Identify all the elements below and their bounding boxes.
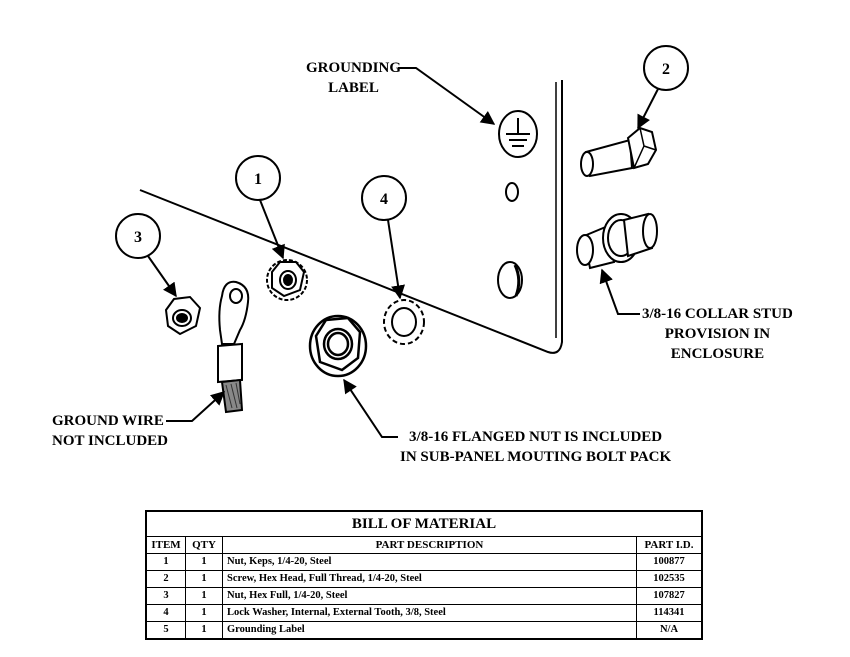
bom-item: 4 bbox=[146, 605, 186, 622]
lock-washer bbox=[384, 300, 424, 344]
bom-qty: 1 bbox=[186, 571, 223, 588]
ground-wire-line-1: GROUND WIRE bbox=[52, 413, 164, 429]
bom-description: Nut, Keps, 1/4-20, Steel bbox=[223, 554, 637, 571]
bom-header-item: ITEM bbox=[146, 537, 186, 554]
grounding-label-line-2: LABEL bbox=[328, 80, 379, 96]
bom-item: 2 bbox=[146, 571, 186, 588]
bom-header-description: PART DESCRIPTION bbox=[223, 537, 637, 554]
callout-2 bbox=[638, 46, 688, 128]
bom-description: Grounding Label bbox=[223, 622, 637, 640]
table-row bbox=[146, 622, 702, 640]
bom-part-id: N/A bbox=[637, 622, 703, 640]
bom-qty: 1 bbox=[186, 554, 223, 571]
keps-nut bbox=[267, 260, 307, 300]
table-row bbox=[146, 605, 702, 622]
table-row bbox=[146, 571, 702, 588]
flanged-nut bbox=[310, 316, 366, 376]
bom-part-id: 114341 bbox=[637, 605, 703, 622]
bom-qty: 1 bbox=[186, 605, 223, 622]
callout-1 bbox=[236, 156, 283, 258]
flanged-nut-line-2: IN SUB-PANEL MOUTING BOLT PACK bbox=[400, 449, 672, 465]
bom-item: 3 bbox=[146, 588, 186, 605]
bom-part-id: 100877 bbox=[637, 554, 703, 571]
table-row bbox=[146, 588, 702, 605]
table-row bbox=[146, 554, 702, 571]
bom-description: Nut, Hex Full, 1/4-20, Steel bbox=[223, 588, 637, 605]
flanged-nut-line-1: 3/8-16 FLANGED NUT IS INCLUDED bbox=[409, 429, 663, 445]
bom-part-id: 102535 bbox=[637, 571, 703, 588]
hex-nut bbox=[166, 297, 200, 334]
collar-stud-text bbox=[642, 304, 793, 364]
bill-of-material-table bbox=[145, 510, 703, 640]
collar-stud bbox=[577, 214, 657, 268]
grounding-label-line-1: GROUNDING bbox=[306, 60, 402, 76]
hex-head-screw bbox=[581, 128, 656, 176]
flanged-nut-text bbox=[400, 427, 671, 467]
grounding-symbol bbox=[499, 111, 537, 157]
collar-stud-line-3: ENCLOSURE bbox=[670, 346, 765, 362]
bom-part-id: 107827 bbox=[637, 588, 703, 605]
bom-description: Screw, Hex Head, Full Thread, 1/4-20, Steel bbox=[223, 571, 637, 588]
ground-wire-line-2: NOT INCLUDED bbox=[52, 433, 168, 449]
grounding-label-text bbox=[306, 58, 401, 98]
bom-qty: 1 bbox=[186, 622, 223, 640]
callout-number-1: 1 bbox=[254, 171, 262, 188]
bom-header-qty: QTY bbox=[186, 537, 223, 554]
bom-item: 5 bbox=[146, 622, 186, 640]
bom-title: BILL OF MATERIAL bbox=[146, 511, 702, 537]
callout-3 bbox=[116, 214, 176, 296]
callout-number-3: 3 bbox=[134, 229, 142, 246]
collar-stud-line-1: 3/8-16 COLLAR STUD bbox=[642, 306, 793, 322]
bom-description: Lock Washer, Internal, External Tooth, 3/8, Steel bbox=[223, 605, 637, 622]
sub-panel-plate bbox=[140, 80, 562, 353]
ground-wire-text bbox=[52, 411, 168, 451]
bom-qty: 1 bbox=[186, 588, 223, 605]
plate-holes bbox=[498, 183, 522, 298]
callout-number-2: 2 bbox=[662, 61, 670, 78]
bom-header-row bbox=[146, 537, 702, 554]
bom-item: 1 bbox=[146, 554, 186, 571]
callout-number-4: 4 bbox=[380, 191, 388, 208]
bom-header-part-id: PART I.D. bbox=[637, 537, 703, 554]
collar-stud-line-2: PROVISION IN bbox=[664, 326, 771, 342]
